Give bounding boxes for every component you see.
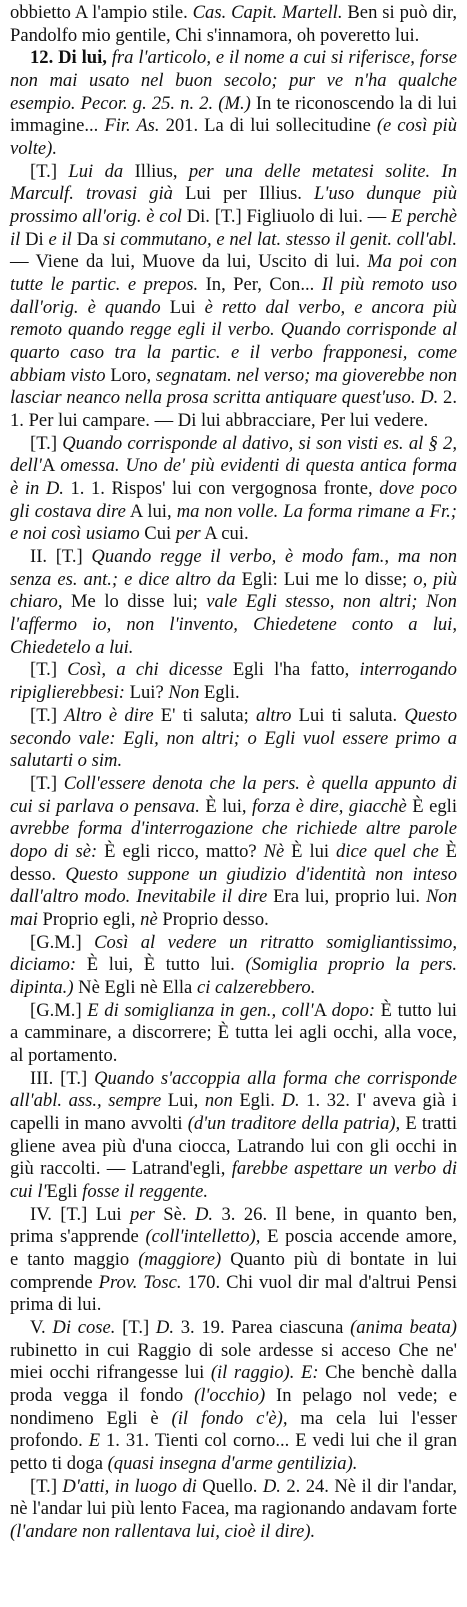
- text-run: Me lo disse lui;: [62, 591, 207, 613]
- text-run: E tratti gliene avea più d'una ciocca, Latrando lui con gli occhi in giù raccolti. — Latrand'egli,: [10, 1112, 458, 1180]
- text-run: Quanto più di bontate in lui comprende: [10, 1248, 457, 1293]
- text-run: Di cose.: [52, 1316, 116, 1338]
- text-run: nè: [140, 908, 158, 930]
- text-run: 2. 24. Nè il dir l'andar, nè l'andar lui più lento Facea, ma ragionando andavam forte: [10, 1475, 457, 1520]
- para-8: [10, 932, 457, 1000]
- text-run: (maggiore): [138, 1248, 222, 1270]
- text-run: ci calzerebbero.: [196, 976, 316, 998]
- text-run: (e così più volte).: [10, 115, 458, 160]
- text-run: 1. 32. I' aveva già i capelli in mano avvolti: [10, 1090, 457, 1134]
- text-run: 3. 26. Il bene, in quanto ben, prima s'apprende: [10, 1203, 457, 1248]
- para-13: [10, 1476, 457, 1544]
- text-run: (d'un traditore della patria),: [187, 1112, 401, 1134]
- text-run: Coll'essere denota che la pers. è quella appunto di cui si parlava o pensava.: [10, 772, 457, 817]
- text-run: (il fondo c'è),: [171, 1407, 288, 1429]
- text-run: D'atti, in luogo di: [62, 1475, 197, 1497]
- text-run: E perchè il: [10, 206, 457, 250]
- text-run: interrogando ripiglierebbesi:: [10, 659, 457, 704]
- text-run: Non mai: [10, 886, 457, 930]
- text-run: 1. 31. Tienti col corno... E vedi lui che il gran petto ti doga: [10, 1430, 457, 1474]
- text-run: ma non volle. La forma rimane a Fr.; e noi così usiamo: [10, 500, 457, 545]
- text-run: Lui?: [125, 682, 169, 704]
- text-run: Nè Egli nè Ella: [73, 976, 197, 998]
- text-run: Così al vedere un ritratto somigliantissimo, diciamo:: [10, 931, 457, 976]
- para-5: [10, 659, 457, 704]
- text-run: rubinetto in cui Raggio di sole ardesse si acceso Che ne' miei occhi rifrangesse lui: [10, 1339, 457, 1384]
- text-run: Quando s'accoppia alla forma che corrisponde all'abl. ass., sempre: [10, 1067, 458, 1112]
- text-run: Così, a chi dicesse: [67, 659, 223, 681]
- text-run: Sè.: [154, 1203, 195, 1225]
- text-run: In te riconoscendo la di lui immagine...: [10, 92, 457, 137]
- text-run: Questo suppone un giudizio d'identità non inteso dall'altro modo. Inevitabile il dire: [10, 863, 457, 908]
- text-run: E poscia accende amore, e tanto maggio: [10, 1226, 457, 1270]
- text-run: ma cela lui l'esser profondo.: [10, 1407, 457, 1452]
- text-run: Nè: [263, 840, 285, 862]
- text-run: E: [88, 1430, 101, 1452]
- para-11: [10, 1204, 457, 1317]
- text-run: non: [204, 1090, 233, 1112]
- text-run: [T.]: [30, 659, 68, 681]
- text-run: Ma poi con tutte le partic. e prepos.: [10, 251, 457, 296]
- text-run: [T.]: [115, 1316, 156, 1338]
- text-run: In, Per, Con...: [198, 274, 322, 296]
- text-run: Egli.: [199, 682, 240, 704]
- text-run: obbietto A l'ampio stile.: [10, 2, 193, 23]
- text-run: È tutto lui a camminare, a discorrere; È tutta lei agli occhi, alla voce, al portamento.: [10, 999, 457, 1066]
- text-run: Egli l'ha fatto,: [222, 659, 360, 681]
- text-run: vale Egli stesso, non altri; Non l'affermo io, non l'invento,: [10, 591, 457, 636]
- para-7: [10, 773, 457, 932]
- text-run: Proprio egli,: [37, 908, 141, 930]
- text-run: [T.]: [30, 772, 64, 794]
- text-run: È lui, È tutto lui.: [76, 954, 246, 976]
- text-run: (il raggio).: [210, 1362, 295, 1384]
- text-run: (l'andare non rallentava lui, cioè il dire).: [10, 1521, 316, 1543]
- text-run: avrebbe forma d'interrogazione che richiede altre parole dopo di sè:: [10, 818, 457, 862]
- text-run: A: [41, 455, 61, 477]
- text-run: A cui.: [200, 523, 249, 545]
- text-run: Illius,: [123, 160, 189, 182]
- text-run: Cui: [139, 523, 176, 545]
- text-run: D.: [281, 1090, 300, 1112]
- text-run: omessa. Uno de' più evidenti di questa antica forma è in D.: [10, 455, 457, 500]
- text-run: [T.]: [30, 160, 69, 182]
- text-run: o, più chiaro,: [10, 568, 458, 613]
- text-run: È desso.: [10, 840, 457, 885]
- text-run: dopo:: [331, 999, 376, 1021]
- text-run: III. [T.]: [30, 1067, 95, 1089]
- text-run: Lui: [160, 296, 205, 318]
- para-2: [10, 161, 457, 433]
- para-1: [10, 47, 457, 160]
- text-run: Da: [71, 228, 104, 250]
- text-run: Quello.: [196, 1475, 263, 1497]
- text-run: Era lui, proprio lui.: [267, 886, 426, 908]
- text-run: Lui,: [161, 1090, 205, 1112]
- text-run: Loro,: [105, 364, 156, 386]
- text-run: [T.]: [30, 1475, 63, 1497]
- text-run: per: [130, 1203, 155, 1225]
- text-run: Che benchè dalla proda vegga il fondo: [10, 1362, 458, 1406]
- text-run: [G.M.]: [30, 931, 95, 953]
- para-10: [10, 1068, 457, 1204]
- text-run: per: [175, 523, 201, 545]
- text-run: D.: [262, 1475, 281, 1497]
- para-6: [10, 705, 457, 773]
- text-run: 2. 1. Per lui campare. — Di lui abbracciare, Per lui vedere.: [10, 387, 457, 432]
- text-run: A lui,: [125, 500, 177, 522]
- text-run: si commutano, e nel lat. stesso il genit. coll'abl.: [103, 228, 458, 250]
- text-run: Lui per Illius.: [172, 183, 315, 205]
- text-run: Chiedetene conto a lui, Chiedetelo a lui.: [10, 614, 457, 658]
- text-run: e il: [48, 228, 72, 250]
- text-run: dice quel che: [336, 840, 439, 862]
- text-run: — Viene da lui, Muove da lui, Uscito di lui.: [10, 251, 368, 273]
- text-run: II. [T.]: [30, 546, 92, 568]
- text-run: Di. [T.] Figliuolo di lui. —: [181, 206, 391, 228]
- para-4: [10, 546, 457, 659]
- text-run: altro: [255, 704, 292, 726]
- text-run: 201. La di lui sollecitudine: [159, 115, 377, 137]
- text-run: è retto dal verbo, e ancora più remoto quando regge egli il verbo. Quando corrisponde al quarto caso tra la partic. e il verbo frapponesi, come abbiam visto: [10, 296, 457, 386]
- text-run: per una delle metatesi solite. In Marculf. trovasi già: [10, 160, 458, 205]
- para-9: [10, 1000, 457, 1068]
- text-run: Egli.: [232, 1090, 282, 1112]
- text-run: D.: [155, 1316, 174, 1338]
- text-run: È egli ricco, matto?: [97, 840, 264, 862]
- text-run: 170. Chi vuol dir mal d'altrui Pensi prima di lui.: [10, 1271, 458, 1316]
- text-run: V.: [30, 1316, 53, 1338]
- text-run: IV. [T.] Lui: [30, 1203, 131, 1225]
- text-run: (anima beata): [350, 1316, 457, 1338]
- text-run: Proprio desso.: [157, 908, 269, 930]
- text-run: E di somiglianza in gen., coll': [87, 999, 314, 1021]
- text-run: (l'occhio): [194, 1384, 266, 1406]
- text-run: Fir. As.: [104, 115, 160, 137]
- text-run: Di: [20, 228, 49, 250]
- text-run: Egli: Lui me lo disse;: [235, 568, 414, 590]
- text-run: È lui,: [199, 795, 253, 817]
- para-3: [10, 433, 457, 546]
- text-run: Questo secondo vale: Egli, non altri; o Egli vuol essere primo a salutarti o sim.: [10, 704, 458, 772]
- text-run: [238, 614, 253, 635]
- text-run: Egli: [46, 1180, 83, 1202]
- text-run: 1. 1. Rispos' lui con vergognosa fronte,: [63, 478, 380, 500]
- text-run: fra l'articolo, e il nome a cui si riferisce, forse non mai usato nel buon secolo; pur ve n'ha qualche esempio. Pecor. g. 25. n. 2. (M.): [10, 47, 457, 114]
- text-run: Quando corrisponde al dativo, si son visti es. al § 2, dell': [10, 432, 457, 477]
- text-run: E:: [300, 1362, 319, 1384]
- text-run: Lui ti saluta.: [291, 704, 405, 726]
- text-run: È lui: [284, 840, 337, 862]
- text-run: Quando regge il verbo, è modo fam., ma non senza es. ant.; e dice altro da: [10, 546, 457, 590]
- text-run: farebbe aspettare un verbo di cui l': [10, 1158, 457, 1202]
- text-run: segnatam. nel verso; ma gioverebbe non lasciar neanco nella prosa scritta antiquare quest'uso. D.: [10, 364, 457, 409]
- text-run: [G.M.]: [30, 999, 88, 1021]
- text-run: dove poco gli costava dire: [10, 478, 457, 522]
- text-run: 3. 19. Parea ciascuna: [173, 1316, 351, 1338]
- text-run: Cas. Capit. Martell.: [192, 2, 343, 23]
- text-run: Altro è dire: [64, 704, 154, 726]
- text-run: Non: [168, 682, 200, 704]
- para-12: [10, 1317, 457, 1476]
- text-run: (Somiglia proprio la pers. dipinta.): [10, 954, 457, 998]
- text-run: D.: [194, 1203, 214, 1225]
- text-run: [294, 1362, 301, 1383]
- text-run: (quasi insegna d'arme gentilizia).: [107, 1453, 358, 1474]
- para-0: [10, 2, 457, 47]
- text-run: E' ti saluta;: [153, 704, 256, 726]
- text-run: forza è dire, giacchè: [252, 795, 407, 817]
- text-run: Prov. Tosc.: [98, 1271, 182, 1293]
- text-run: È egli: [406, 795, 457, 817]
- text-run: [T.]: [30, 704, 65, 726]
- text-run: A: [313, 999, 332, 1021]
- text-run: fosse il reggente.: [82, 1180, 208, 1202]
- text-run: Ben si può dir, Pandolfo mio gentile, Chi s'innamora, oh poveretto lui.: [10, 2, 457, 46]
- text-run: (coll'intelletto),: [145, 1226, 261, 1248]
- text-run: 12. Di lui,: [30, 47, 112, 69]
- text-run: L'uso dunque più prossimo all'orig. è col: [10, 183, 457, 228]
- text-run: Il più remoto uso dall'orig. è quando: [10, 274, 457, 318]
- text-run: In pelago nol vede; e nondimeno Egli è: [10, 1384, 457, 1429]
- text-run: [T.]: [30, 432, 63, 454]
- text-run: Lui da: [68, 160, 124, 182]
